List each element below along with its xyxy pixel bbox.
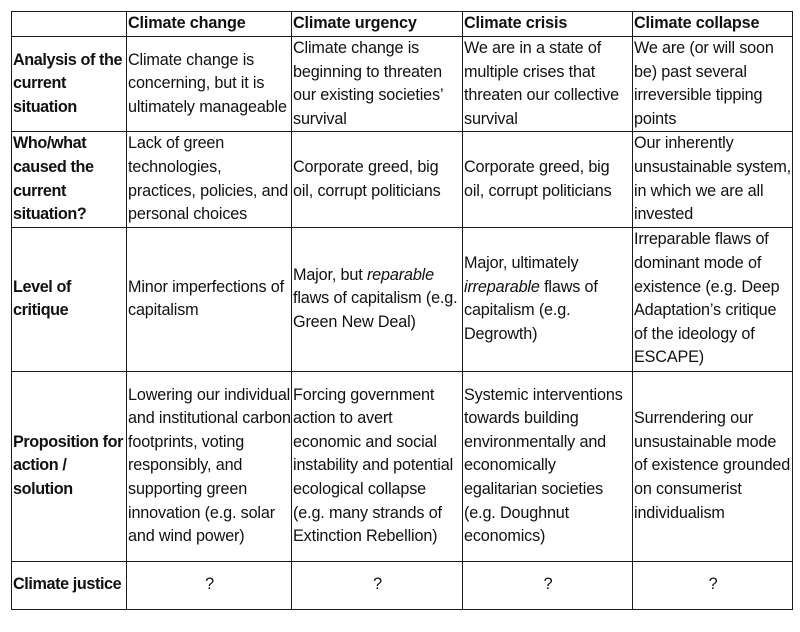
table-cell: Corporate greed, big oil, corrupt politicians	[292, 132, 463, 227]
table-row	[12, 37, 793, 132]
header-corner-cell	[12, 12, 127, 37]
table-cell: Corporate greed, big oil, corrupt politicians	[463, 132, 633, 227]
row-header-critique: Level of critique	[12, 227, 127, 371]
cell-text: flaws of capitalism (e.g. Degrowth)	[464, 277, 598, 343]
table-cell: Lowering our individual and institutional carbon footprints, voting responsibly, and supporting green innovation (e.g. solar and wind power)	[127, 371, 292, 561]
column-header-climate-change: Climate change	[127, 12, 292, 37]
row-header-cause: Who/what caused the current situation?	[12, 132, 127, 227]
emphasized-text: reparable	[366, 265, 434, 284]
table-cell: Climate change is concerning, but it is ultimately manageable	[127, 37, 292, 132]
table-cell: ?	[127, 561, 292, 609]
table-row	[12, 371, 793, 561]
table-row	[12, 132, 793, 227]
row-header-climate-justice: Climate justice	[12, 561, 127, 609]
cell-text: flaws of capitalism (e.g. Green New Deal)	[293, 289, 458, 332]
cell-text: Major, ultimately	[464, 254, 579, 273]
comparison-table	[11, 11, 793, 610]
table-cell	[463, 227, 633, 371]
table-cell: ?	[463, 561, 633, 609]
table-cell: Systemic interventions towards building environmentally and economically egalitarian societies (e.g. Doughnut economics)	[463, 371, 633, 561]
cell-text: Major, but	[293, 265, 367, 284]
emphasized-text: irreparable	[464, 277, 540, 296]
table-cell: Surrendering our unsustainable mode of existence grounded on consumerist individualism	[633, 371, 793, 561]
table-cell: We are in a state of multiple crises that threaten our collective survival	[463, 37, 633, 132]
row-header-analysis: Analysis of the current situation	[12, 37, 127, 132]
column-header-climate-urgency: Climate urgency	[292, 12, 463, 37]
column-header-climate-crisis: Climate crisis	[463, 12, 633, 37]
table-cell: We are (or will soon be) past several irreversible tipping points	[633, 37, 793, 132]
table-cell	[292, 227, 463, 371]
table-cell: Climate change is beginning to threaten our existing societies’ survival	[292, 37, 463, 132]
table-row	[12, 227, 793, 371]
table-cell: Our inherently unsustainable system, in which we are all invested	[633, 132, 793, 227]
table-cell: Forcing government action to avert economic and social instability and potential ecological collapse (e.g. many strands of Extinction Rebellion)	[292, 371, 463, 561]
table-row	[12, 561, 793, 609]
table-cell: Irreparable flaws of dominant mode of existence (e.g. Deep Adaptation’s critique of the ideology of ESCAPE)	[633, 227, 793, 371]
table-cell: Minor imperfections of capitalism	[127, 227, 292, 371]
table-cell: ?	[292, 561, 463, 609]
table-cell: Lack of green technologies, practices, policies, and personal choices	[127, 132, 292, 227]
table-cell: ?	[633, 561, 793, 609]
row-header-proposition: Proposition for action / solution	[12, 371, 127, 561]
header-row	[12, 12, 793, 37]
column-header-climate-collapse: Climate collapse	[633, 12, 793, 37]
